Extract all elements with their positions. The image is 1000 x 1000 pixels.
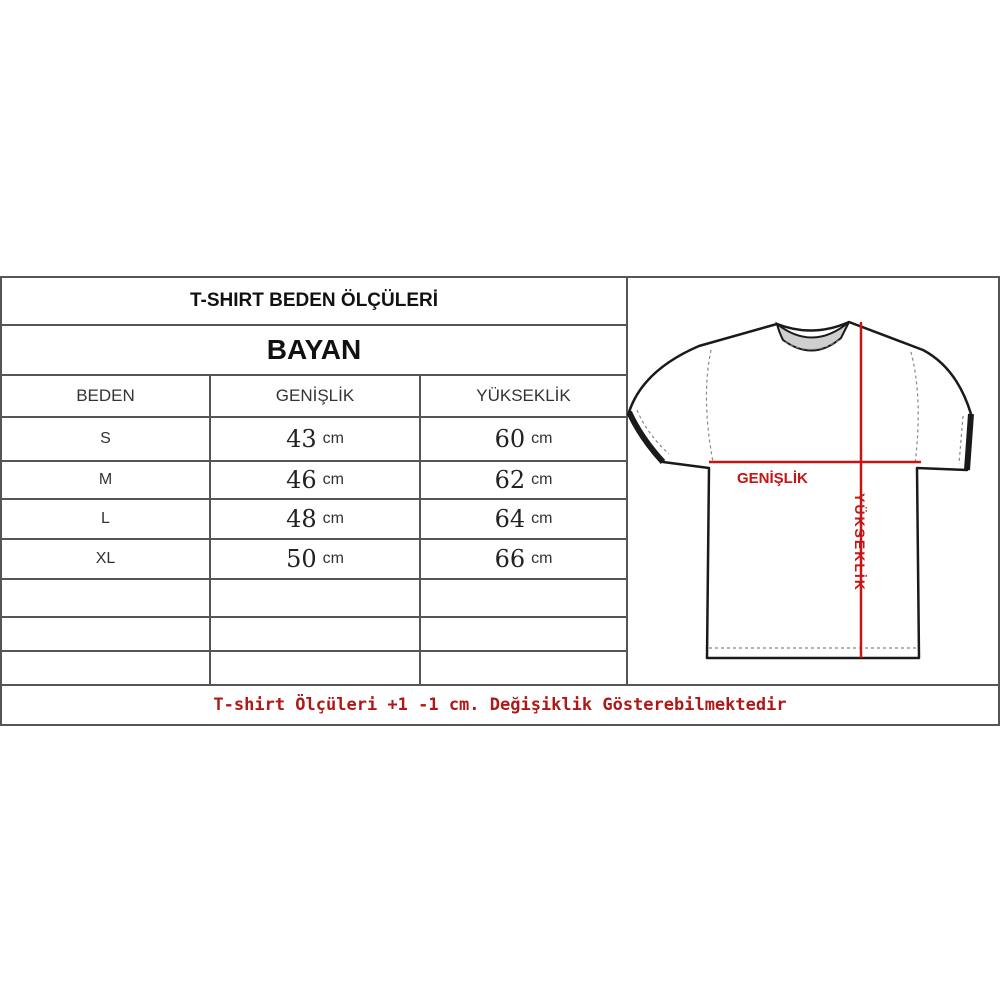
header-width: GENİŞLİK [275, 386, 355, 405]
row-line [0, 616, 627, 618]
height-measure-label: YÜKSEKLİK [852, 493, 868, 592]
row-m-height-value: 62 [494, 466, 526, 494]
row-s-width [211, 418, 419, 460]
row-l-height-unit: cm [531, 510, 553, 527]
row-l-size: L [101, 510, 110, 527]
tshirt-diagram [627, 278, 1000, 686]
header-size: BEDEN [76, 386, 135, 405]
row-m-size: M [98, 471, 113, 488]
table-subtitle: BAYAN [266, 334, 362, 365]
row-m-height-unit: cm [531, 471, 553, 488]
row-m-width-value: 46 [286, 466, 317, 494]
row-xl-width-unit: cm [322, 550, 344, 567]
row-line [0, 578, 627, 580]
row-l-width [211, 500, 419, 538]
row-xl-height [421, 540, 626, 578]
table-title: T-SHIRT BEDEN ÖLÇÜLERİ [189, 290, 439, 311]
row-m-width-unit: cm [322, 471, 344, 488]
row-l-width-unit: cm [322, 510, 344, 527]
row-line [0, 650, 627, 652]
row-l-width-value: 48 [286, 505, 317, 533]
row-s-height-value: 60 [494, 425, 526, 453]
row-s-height-unit: cm [531, 430, 553, 447]
tshirt-outline [629, 322, 971, 658]
size-chart [0, 276, 1000, 726]
row-m-height [421, 462, 626, 498]
header-height: YÜKSEKLİK [476, 386, 571, 405]
row-xl-height-value: 66 [494, 545, 526, 573]
row-xl-height-unit: cm [531, 550, 553, 567]
row-s-size: S [100, 430, 111, 447]
row-xl-width [211, 540, 419, 578]
footer-note: T-shirt Ölçüleri +1 -1 cm. Değişiklik Gösterebilmektedir [213, 695, 787, 715]
row-l-height [421, 500, 626, 538]
tshirt-sleeve-right-hem [967, 414, 971, 470]
row-s-width-unit: cm [322, 430, 344, 447]
row-m-width [211, 462, 419, 498]
row-xl-width-value: 50 [286, 545, 317, 573]
row-xl-size: XL [95, 550, 116, 567]
row-s-width-value: 43 [286, 425, 317, 453]
row-s-height [421, 418, 626, 460]
border-bottom [0, 724, 1000, 726]
row-l-height-value: 64 [494, 505, 526, 533]
width-measure-label: GENİŞLİK [737, 470, 808, 487]
